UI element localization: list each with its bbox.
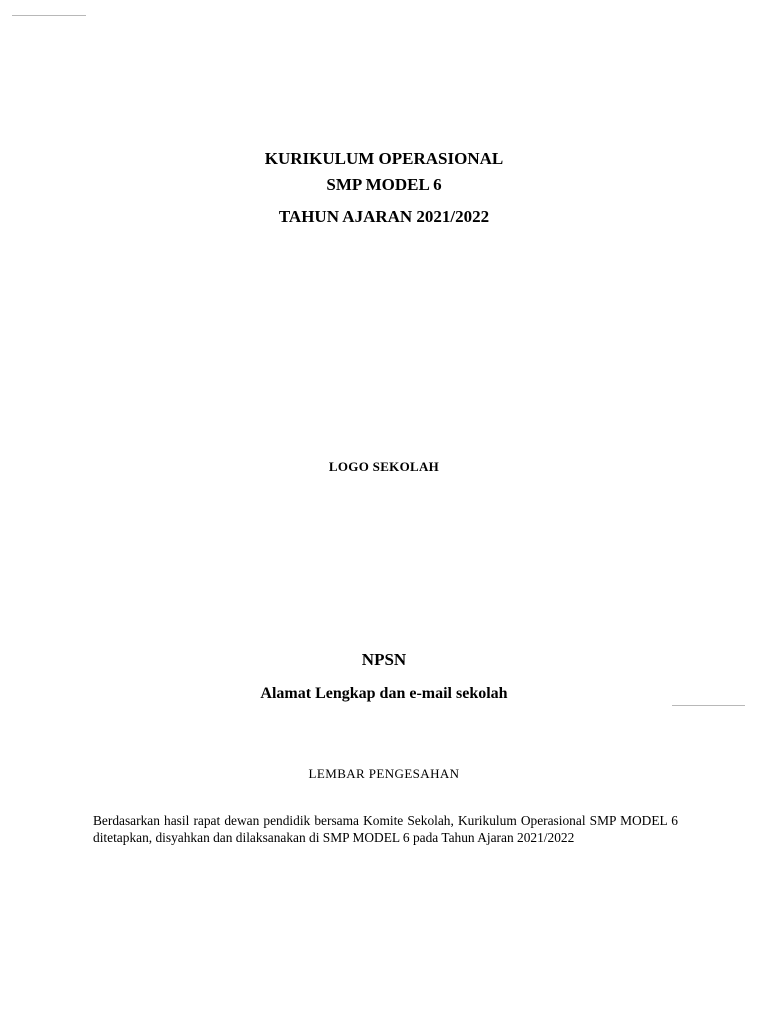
school-logo-placeholder: LOGO SEKOLAH (328, 459, 440, 474)
approval-paragraph: Berdasarkan hasil rapat dewan pendidik bersama Komite Sekolah, Kurikulum Operasional SMP MODEL 6 ditetapkan, disyahkan dan dilaksanakan di SMP MODEL 6 pada Tahun Ajaran 2021/2022 (93, 813, 678, 845)
title-line-curriculum: KURIKULUM OPERASIONAL (264, 149, 504, 168)
title-line-school: SMP MODEL 6 (326, 175, 442, 194)
school-address-label: Alamat Lengkap dan e-mail sekolah (260, 685, 508, 702)
npsn-label: NPSN (361, 650, 407, 669)
approval-heading: LEMBAR PENGESAHAN (308, 766, 460, 781)
header-scan-mark (12, 15, 86, 16)
title-line-academic-year: TAHUN AJARAN 2021/2022 (278, 207, 490, 226)
side-scan-mark (672, 705, 745, 706)
